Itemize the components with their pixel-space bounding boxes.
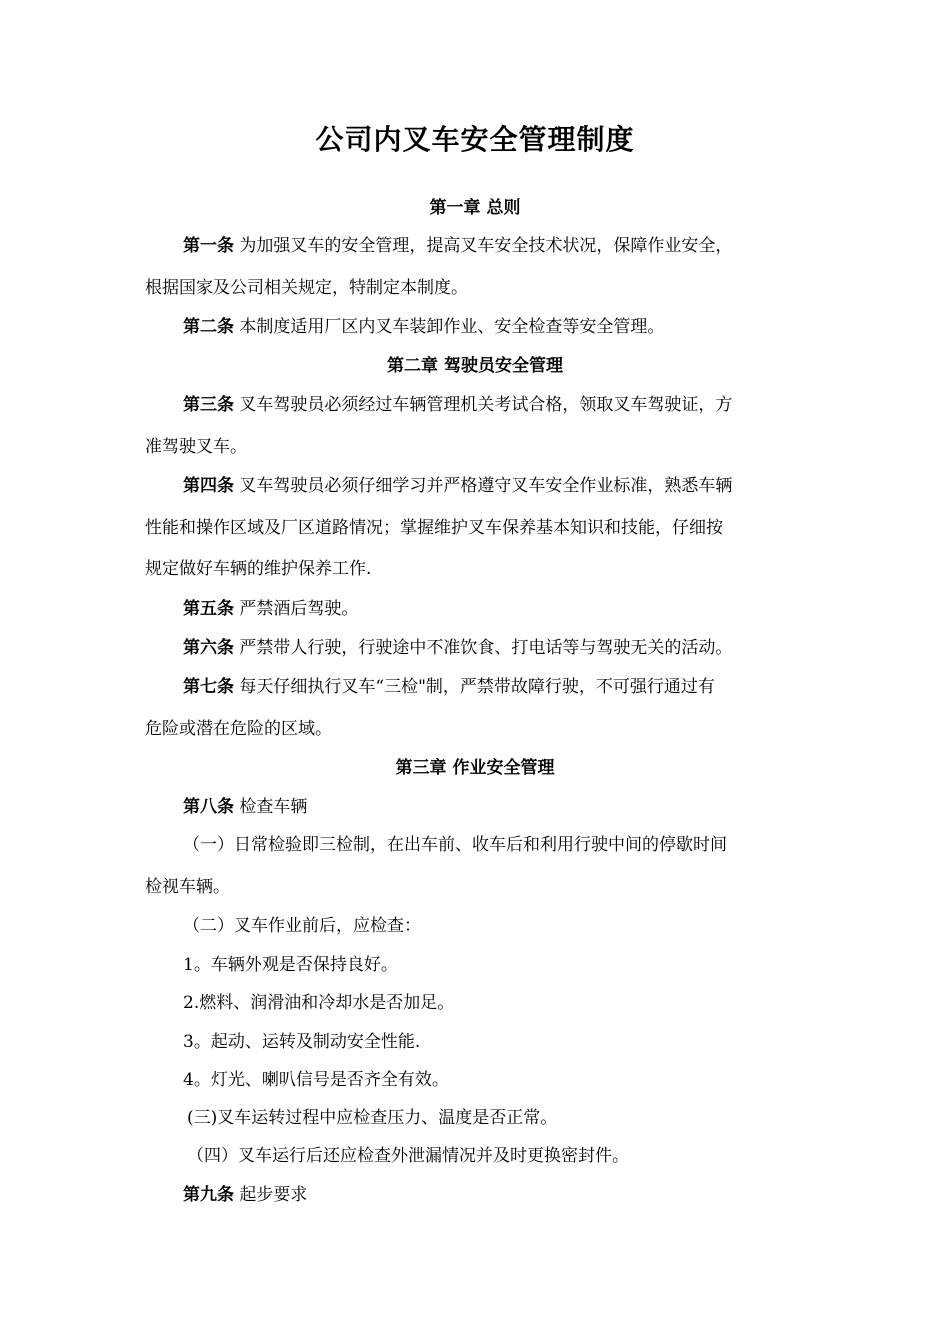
chapter-1-heading: 第一章 总则 [429, 198, 521, 218]
article-4-text-cont-1: 性能和操作区域及厂区道路情况；掌握维护叉车保养基本知识和技能，仔细按 [145, 518, 723, 538]
article-4-label: 第四条 [183, 476, 234, 496]
article-5-text: 严禁酒后驾驶。 [234, 599, 359, 619]
article-2-line [183, 314, 664, 340]
chapter-3-heading: 第三章 作业安全管理 [395, 758, 555, 778]
article-5-label: 第五条 [183, 599, 234, 619]
article-1-line [183, 233, 732, 259]
article-2-text: 本制度适用厂区内叉车装卸作业、安全检查等安全管理。 [234, 317, 665, 337]
article-7-text-cont: 危险或潜在危险的区域。 [145, 719, 332, 739]
article-9-text: 起步要求 [234, 1185, 308, 1205]
article-4-line [183, 473, 732, 499]
article-3-label: 第三条 [183, 395, 234, 415]
item-2-text: （二）叉车作业前后，应检查： [183, 916, 421, 936]
article-1-label: 第一条 [183, 236, 234, 256]
numbered-item-1-text: 1。车辆外观是否保持良好。 [183, 955, 398, 975]
article-3-text: 叉车驾驶员必须经过车辆管理机关考试合格，领取叉车驾驶证，方 [234, 395, 733, 415]
article-8-text: 检查车辆 [234, 797, 308, 817]
item-4-text: （四）叉车运行后还应检查外泄漏情况并及时更换密封件。 [187, 1146, 629, 1166]
article-7-text: 每天仔细执行叉车“三检"制，严禁带故障行驶，不可强行通过有 [234, 677, 715, 697]
article-4-text: 叉车驾驶员必须仔细学习并严格遵守叉车安全作业标准，熟悉车辆 [234, 476, 733, 496]
article-3-line [183, 392, 732, 418]
article-7-label: 第七条 [183, 677, 234, 697]
article-9-line [183, 1182, 307, 1208]
article-6-text: 严禁带人行驶，行驶途中不准饮食、打电话等与驾驶无关的活动。 [234, 638, 733, 658]
article-1-text-cont: 根据国家及公司相关规定，特制定本制度。 [145, 278, 468, 298]
article-6-label: 第六条 [183, 638, 234, 658]
article-4-text-cont-2: 规定做好车辆的维护保养工作. [145, 559, 372, 579]
article-9-label: 第九条 [183, 1185, 234, 1205]
numbered-item-2-text: 2.燃料、润滑油和冷却水是否加足。 [183, 993, 455, 1013]
article-1-text: 为加强叉车的安全管理，提高叉车安全技术状况，保障作业安全， [234, 236, 733, 256]
article-8-label: 第八条 [183, 797, 234, 817]
item-3-text: (三)叉车运转过程中应检查压力、温度是否正常。 [187, 1108, 558, 1128]
chapter-2-heading: 第二章 驾驶员安全管理 [387, 356, 563, 376]
article-8-line [183, 794, 307, 820]
article-2-label: 第二条 [183, 317, 234, 337]
item-1-text: （一）日常检验即三检制，在出车前、收车后和利用行驶中间的停歇时间 [183, 835, 727, 855]
item-1-text-cont: 检视车辆。 [145, 877, 230, 897]
numbered-item-4-text: 4。灯光、喇叭信号是否齐全有效。 [183, 1070, 449, 1090]
article-5-line [183, 596, 358, 622]
document-title: 公司内叉车安全管理制度 [315, 123, 635, 156]
article-7-line [183, 674, 715, 700]
article-6-line [183, 635, 732, 661]
numbered-item-3-text: 3。起动、运转及制动安全性能. [183, 1032, 421, 1052]
article-3-text-cont: 准驾驶叉车。 [145, 437, 247, 457]
